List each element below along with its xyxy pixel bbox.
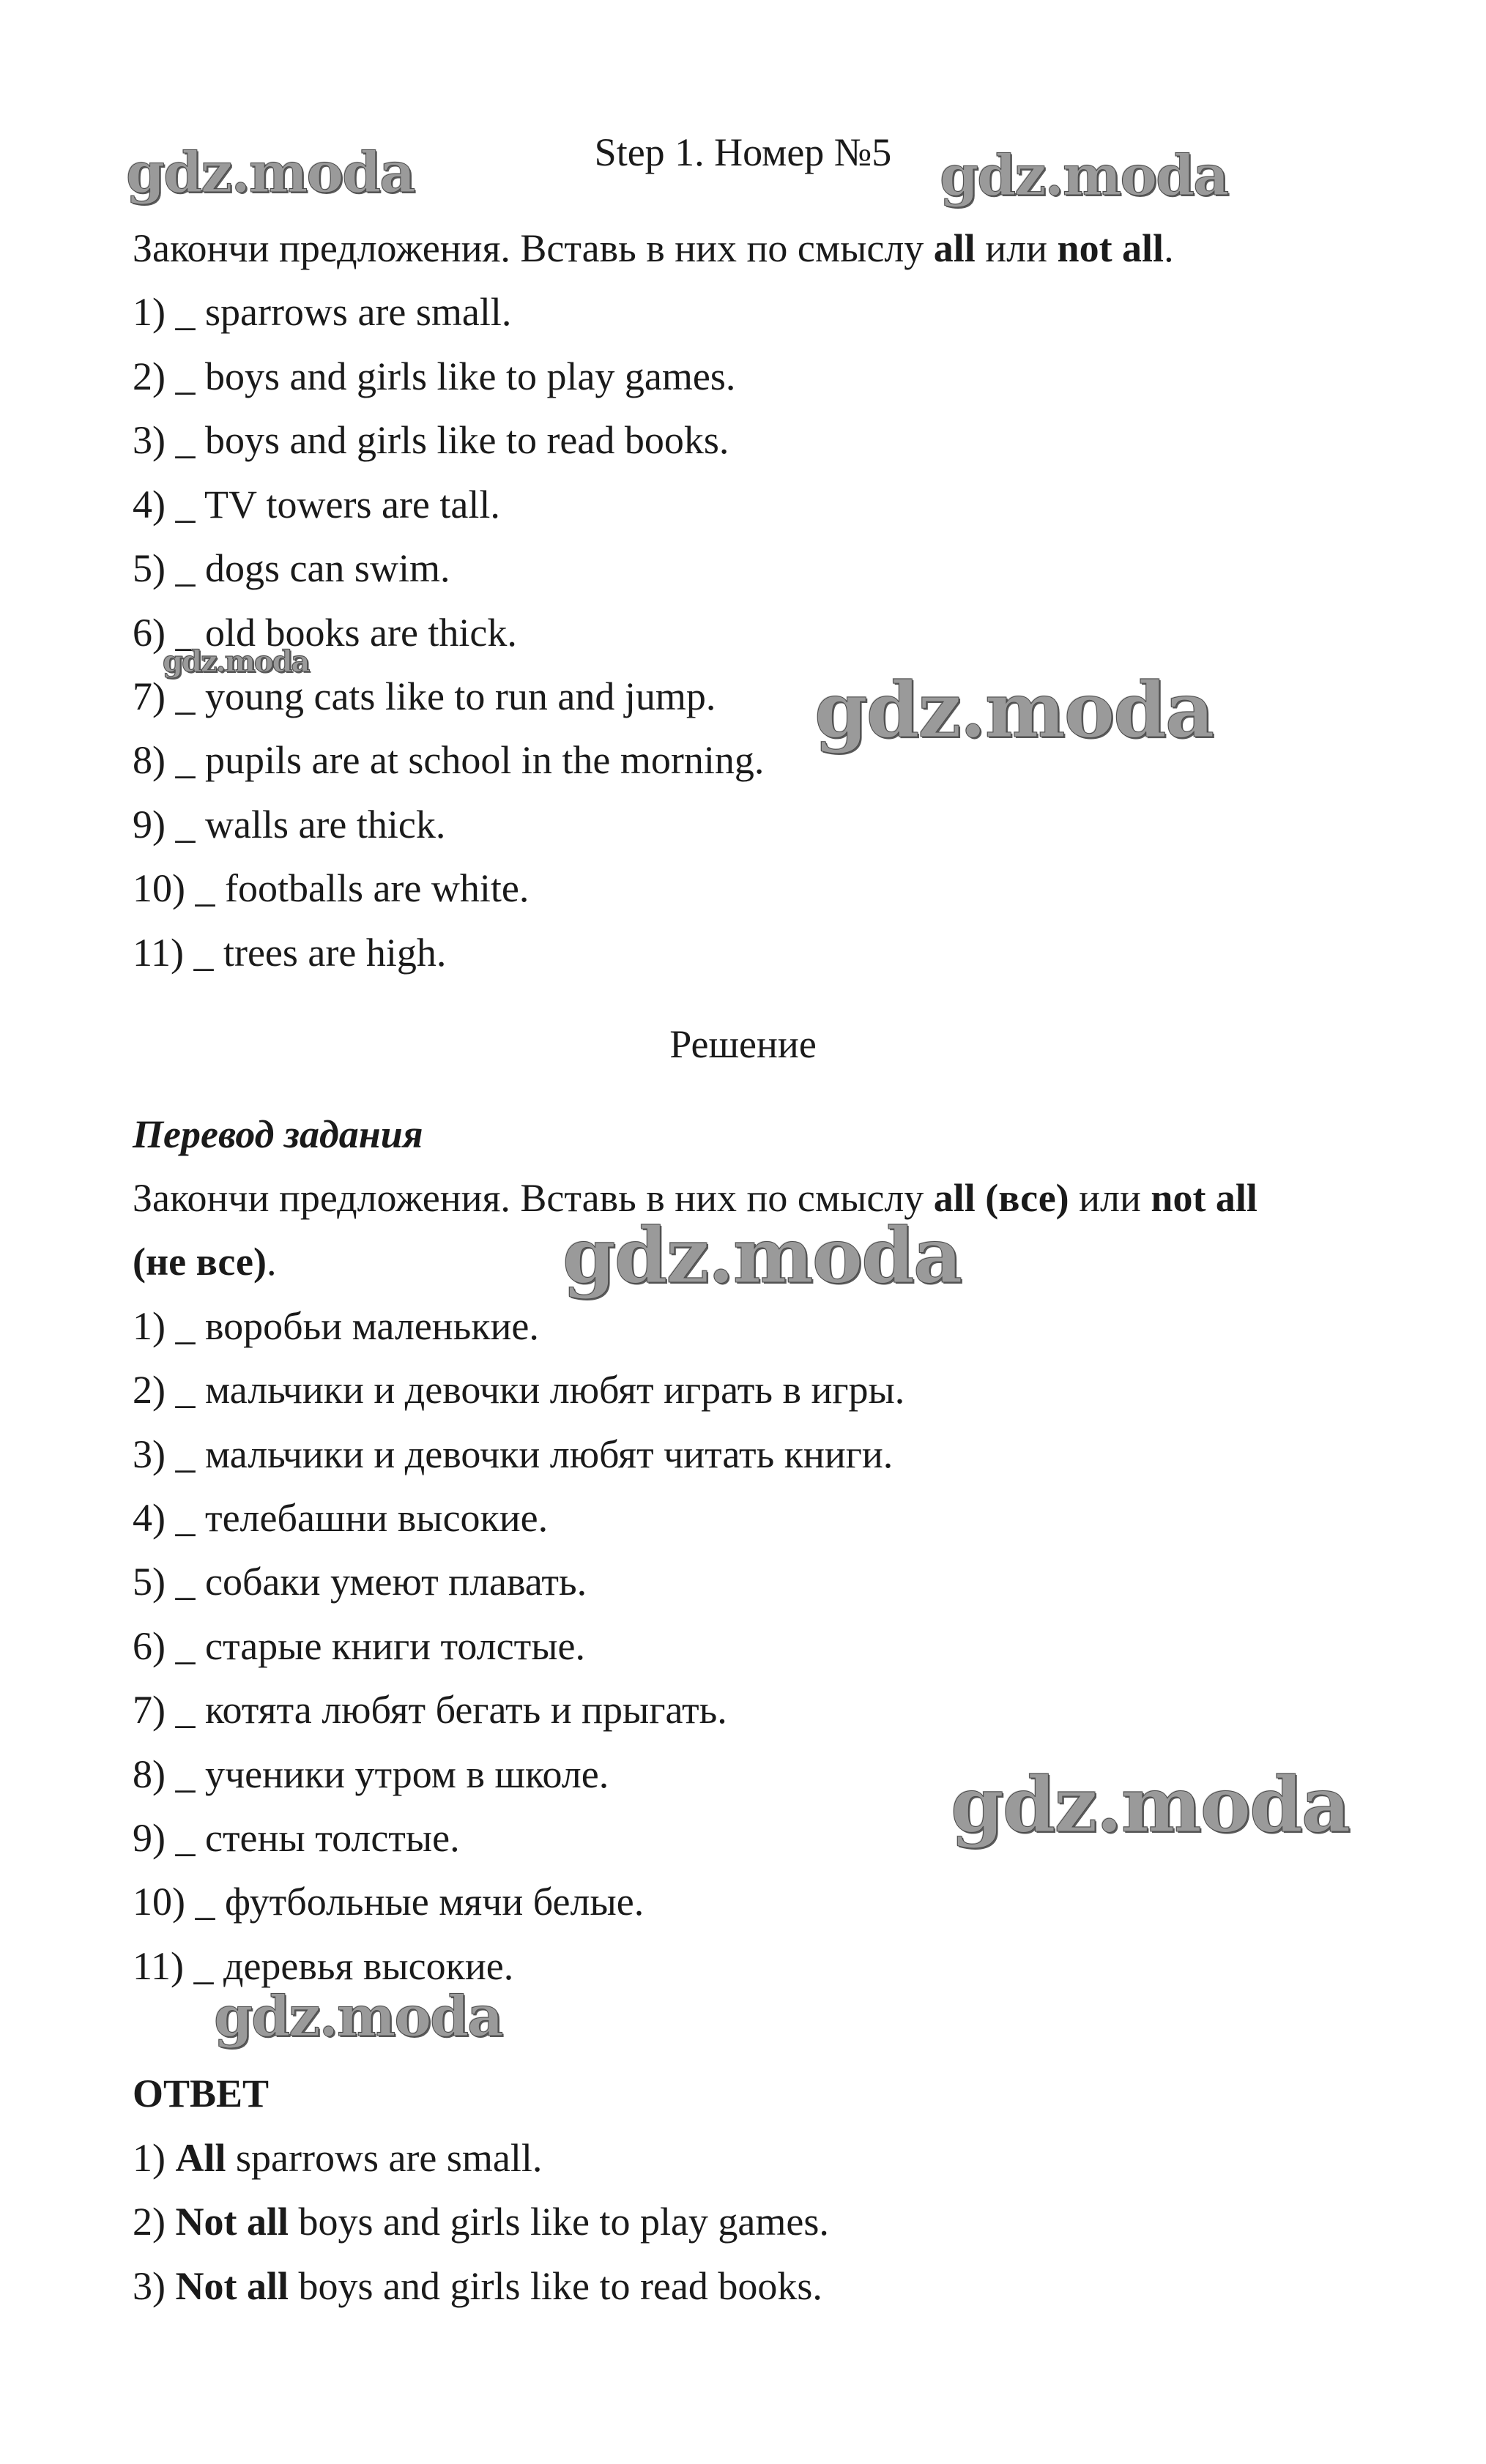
answer-item-text: boys and girls like to play games. [288,2200,829,2244]
task-instruction-end: . [1164,226,1174,270]
answer-heading [133,2072,269,2115]
translation-item: 4) _ телебашни высокие. [133,1496,549,1540]
translation-item: 11) _ деревья высокие. [133,1944,514,1988]
task-item: 5) _ dogs can swim. [133,546,450,590]
task-item: 8) _ pupils are at school in the morning. [133,738,765,782]
translation-item: 8) _ ученики утром в школе. [133,1752,609,1796]
answer-item-fill: All [175,2136,226,2180]
task-item: 7) _ young cats like to run and jump. [133,674,716,718]
task-item: 1) _ sparrows are small. [133,290,512,334]
task-item: 2) _ boys and girls like to play games. [133,354,736,398]
translation-heading: Перевод задания [133,1112,423,1156]
watermark: gdz.moda [814,665,1214,755]
translation-instruction-line2 [133,1240,276,1284]
watermark: gdz.moda [163,644,309,679]
answer-item-text: boys and girls like to read books. [288,2264,822,2308]
answer-item-fill: Not all [175,2200,289,2244]
translation-item: 2) _ мальчики и девочки любят играть в игры. [133,1368,905,1412]
translation-item: 7) _ котята любят бегать и прыгать. [133,1688,727,1732]
translation-instruction-prefix: Закончи предложения. Вставь в них по смыслу [133,1176,934,1220]
translation-item: 5) _ собаки умеют плавать. [133,1560,587,1604]
translation-word-all: all (все) [933,1176,1069,1220]
answer-item-number: 3) [133,2264,176,2308]
answer-heading-text: ОТВЕТ [133,2072,270,2115]
answer-item [133,2200,829,2244]
answer-item-number: 2) [133,2200,176,2244]
task-word-or: или [975,226,1058,270]
translation-item: 6) _ старые книги толстые. [133,1624,585,1668]
answer-item-text: sparrows are small. [226,2136,543,2180]
translation-word-not-all: not all [1151,1176,1257,1220]
task-item: 10) _ footballs are white. [133,866,530,910]
solution-heading: Решение [669,1022,817,1066]
task-instruction-prefix: Закончи предложения. Вставь в них по смыслу [133,226,934,270]
watermark: gdz.moda [951,1760,1350,1850]
translation-word-not-all-ru: (не все) [133,1240,267,1284]
task-instruction [133,226,1174,270]
watermark: gdz.moda [940,143,1228,208]
watermark: gdz.moda [126,140,415,205]
translation-item: 9) _ стены толстые. [133,1816,460,1860]
watermark: gdz.moda [562,1210,962,1300]
task-word-all: all [933,226,976,270]
translation-word-or: или [1069,1176,1151,1220]
task-item: 11) _ trees are high. [133,931,447,975]
page-title: Step 1. Номер №5 [594,130,892,174]
task-word-not-all: not all [1057,226,1164,270]
answer-item-number: 1) [133,2136,176,2180]
watermark: gdz.moda [214,1984,502,2049]
translation-item: 1) _ воробьи маленькие. [133,1304,539,1348]
task-item: 9) _ walls are thick. [133,803,446,846]
translation-instruction-end: . [266,1240,277,1284]
answer-item [133,2264,822,2308]
translation-item: 3) _ мальчики и девочки любят читать книги. [133,1432,894,1476]
task-item: 4) _ TV towers are tall. [133,483,500,526]
task-item: 3) _ boys and girls like to read books. [133,418,729,462]
translation-item: 10) _ футбольные мячи белые. [133,1880,644,1924]
answer-item [133,2136,542,2180]
answer-item-fill: Not all [175,2264,289,2308]
task-item: 6) _ old books are thick. [133,611,517,655]
